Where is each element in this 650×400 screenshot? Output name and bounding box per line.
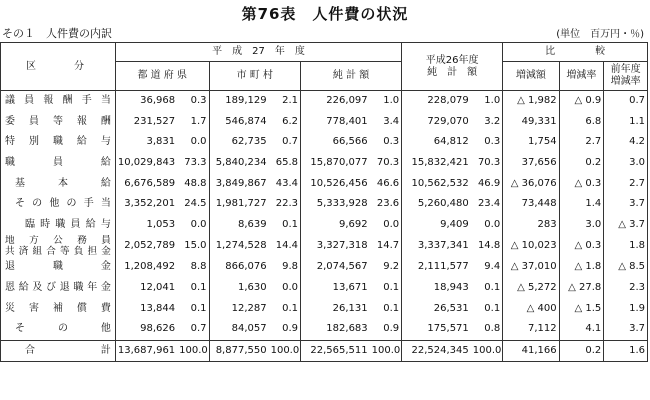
row-label: 退職金 xyxy=(1,257,116,278)
cell-pref: 1,053 xyxy=(146,218,176,230)
cell-pref: 10,029,843 xyxy=(117,157,176,169)
cell-muni-pct: 14.4 xyxy=(269,235,301,257)
cell-prev-rate: △ 3.7 xyxy=(604,215,648,236)
cell-net26-pct: 0.8 xyxy=(471,319,503,340)
cell-prev-rate: 3.7 xyxy=(604,319,648,340)
cell-pref-pct: 15.0 xyxy=(177,235,209,257)
row-label-line1: 地方公務員 xyxy=(5,235,111,247)
cell-muni: 8,877,550 xyxy=(209,340,269,362)
cell-pref-pct: 0.1 xyxy=(177,298,209,319)
cell-pref: 12,041 xyxy=(140,282,176,294)
header-prev-rate-line2: 増減率 xyxy=(610,76,641,87)
cell-net: 66,566 xyxy=(332,136,368,148)
header-prefecture: 都 道 府 県 xyxy=(115,62,209,91)
cell-pref-pct: 24.5 xyxy=(177,194,209,215)
cell-chg: △ 36,076 xyxy=(503,173,559,194)
cell-net26-pct: 46.9 xyxy=(471,173,503,194)
cell-net: 3,327,318 xyxy=(316,240,368,252)
table-row xyxy=(1,319,648,340)
cell-net-pct: 0.1 xyxy=(370,298,402,319)
cell-net26: 2,111,577 xyxy=(417,261,469,273)
cell-net: 9,692 xyxy=(339,218,368,230)
cell-chg: 37,656 xyxy=(503,153,559,174)
table-row xyxy=(1,257,648,278)
cell-net26: 15,832,421 xyxy=(411,157,469,169)
row-label: 議員報酬手当 xyxy=(1,91,116,112)
cell-muni-pct: 0.1 xyxy=(269,215,301,236)
table-row xyxy=(1,194,648,215)
cell-chg: 7,112 xyxy=(503,319,559,340)
cell-prev-rate: 3.7 xyxy=(604,194,648,215)
cell-chg-rate: 0.2 xyxy=(559,340,604,362)
cell-chg: 283 xyxy=(503,215,559,236)
cell-prev-rate: 1.9 xyxy=(604,298,648,319)
cell-muni: 62,735 xyxy=(231,136,267,148)
cell-chg: 41,166 xyxy=(503,340,559,362)
cell-chg: 49,331 xyxy=(503,112,559,133)
cell-net26: 10,562,532 xyxy=(411,177,469,189)
cell-net26: 26,531 xyxy=(433,302,469,314)
cell-chg: △ 5,272 xyxy=(503,278,559,299)
cell-chg: △ 37,010 xyxy=(503,257,559,278)
cell-net26-pct: 0.3 xyxy=(471,132,503,153)
row-label: その他の手当 xyxy=(1,194,116,215)
table-row xyxy=(1,153,648,174)
cell-muni-pct: 6.2 xyxy=(269,112,301,133)
row-label: 委員等報酬 xyxy=(1,112,116,133)
row-label: 基本給 xyxy=(1,173,116,194)
cell-muni: 1,630 xyxy=(237,282,267,294)
cell-net: 778,401 xyxy=(326,115,368,127)
cell-net: 15,870,077 xyxy=(310,157,368,169)
cell-net-pct: 9.2 xyxy=(370,257,402,278)
table-row xyxy=(1,278,648,299)
cell-prev-rate: 1.6 xyxy=(604,340,648,362)
cell-net26-pct: 1.0 xyxy=(471,91,503,112)
header-category: 区 分 xyxy=(1,43,116,91)
cell-net26-pct: 23.4 xyxy=(471,194,503,215)
cell-muni: 84,057 xyxy=(231,323,267,335)
cell-chg-rate: △ 27.8 xyxy=(559,278,604,299)
cell-chg-rate: △ 0.3 xyxy=(559,235,604,257)
cell-chg: 1,754 xyxy=(503,132,559,153)
table-row xyxy=(1,173,648,194)
table-body xyxy=(1,91,648,362)
cell-net26-pct: 0.0 xyxy=(471,215,503,236)
cell-net-pct: 1.0 xyxy=(370,91,402,112)
cell-muni-pct: 0.9 xyxy=(269,319,301,340)
cell-chg: △ 10,023 xyxy=(503,235,559,257)
cell-net: 22,565,511 xyxy=(301,340,370,362)
cell-chg: 73,448 xyxy=(503,194,559,215)
cell-pref: 2,052,789 xyxy=(124,240,176,252)
cell-net26-pct: 9.4 xyxy=(471,257,503,278)
cell-net26-pct: 3.2 xyxy=(471,112,503,133)
cell-chg-rate: △ 0.3 xyxy=(559,173,604,194)
cell-muni-pct: 2.1 xyxy=(269,91,301,112)
header-fy26-line1: 平成26年度 xyxy=(425,54,479,66)
cell-pref-pct: 0.1 xyxy=(177,278,209,299)
cell-net26: 3,337,341 xyxy=(417,240,469,252)
header-municipality: 市 町 村 xyxy=(209,62,300,91)
header-prev-change-rate xyxy=(604,62,648,91)
cell-net26: 18,943 xyxy=(433,282,469,294)
cell-net: 5,333,928 xyxy=(316,198,368,210)
personnel-cost-table xyxy=(0,42,648,362)
row-label: 災害補償費 xyxy=(1,298,116,319)
cell-net-pct: 70.3 xyxy=(370,153,402,174)
cell-chg: △ 1,982 xyxy=(503,91,559,112)
cell-chg-rate: △ 1.5 xyxy=(559,298,604,319)
cell-muni: 12,287 xyxy=(231,302,267,314)
cell-muni-pct: 100.0 xyxy=(269,340,301,362)
cell-muni-pct: 65.8 xyxy=(269,153,301,174)
cell-net-pct: 46.6 xyxy=(370,173,402,194)
cell-net: 26,131 xyxy=(332,302,368,314)
cell-pref-pct: 0.3 xyxy=(177,91,209,112)
table-row xyxy=(1,298,648,319)
cell-prev-rate: 2.7 xyxy=(604,173,648,194)
cell-pref: 98,626 xyxy=(140,323,176,335)
cell-net-pct: 3.4 xyxy=(370,112,402,133)
cell-net26: 9,409 xyxy=(440,218,469,230)
row-label: 特別職給与 xyxy=(1,132,116,153)
cell-pref-pct: 48.8 xyxy=(177,173,209,194)
table-row xyxy=(1,235,648,257)
cell-net: 182,683 xyxy=(326,323,368,335)
row-label: 職員給 xyxy=(1,153,116,174)
row-label-line2: 共済組合等負担金 xyxy=(5,246,111,258)
cell-net: 2,074,567 xyxy=(316,261,368,273)
row-label: 恩給及び退職年金 xyxy=(1,278,116,299)
cell-net: 226,097 xyxy=(326,95,368,107)
header-fy26 xyxy=(402,43,503,91)
cell-prev-rate: 4.2 xyxy=(604,132,648,153)
unit-note: (単位 百万円・％) xyxy=(556,29,644,40)
table-row xyxy=(1,112,648,133)
row-label: 臨時職員給与 xyxy=(1,215,116,236)
cell-chg-rate: 0.2 xyxy=(559,153,604,174)
header-net-total: 純 計 額 xyxy=(301,62,402,91)
cell-chg-rate: 4.1 xyxy=(559,319,604,340)
cell-muni: 1,274,528 xyxy=(215,240,267,252)
cell-chg-rate: △ 1.8 xyxy=(559,257,604,278)
cell-net-pct: 100.0 xyxy=(370,340,402,362)
cell-net26-pct: 100.0 xyxy=(471,340,503,362)
cell-net26: 5,260,480 xyxy=(417,198,469,210)
cell-prev-rate: 1.8 xyxy=(604,235,648,257)
cell-pref: 6,676,589 xyxy=(124,177,176,189)
cell-net26: 729,070 xyxy=(427,115,469,127)
cell-prev-rate: △ 8.5 xyxy=(604,257,648,278)
cell-pref: 13,687,961 xyxy=(115,340,177,362)
cell-net: 10,526,456 xyxy=(310,177,368,189)
cell-pref-pct: 0.7 xyxy=(177,319,209,340)
cell-muni: 8,639 xyxy=(237,218,267,230)
cell-muni-pct: 0.0 xyxy=(269,278,301,299)
cell-muni-pct: 9.8 xyxy=(269,257,301,278)
cell-muni: 3,849,867 xyxy=(215,177,267,189)
cell-pref-pct: 0.0 xyxy=(177,132,209,153)
cell-net26-pct: 14.8 xyxy=(471,235,503,257)
table-title: 第76表 人件費の状況 xyxy=(241,5,409,23)
cell-chg-rate: 3.0 xyxy=(559,215,604,236)
header-change-rate: 増減率 xyxy=(559,62,604,91)
cell-net-pct: 0.3 xyxy=(370,132,402,153)
cell-net26: 228,079 xyxy=(427,95,469,107)
header-comparison: 比 較 xyxy=(503,43,648,62)
cell-prev-rate: 2.3 xyxy=(604,278,648,299)
cell-pref-pct: 73.3 xyxy=(177,153,209,174)
cell-net: 13,671 xyxy=(332,282,368,294)
cell-pref: 13,844 xyxy=(140,302,176,314)
cell-muni: 1,981,727 xyxy=(215,198,267,210)
cell-net-pct: 0.1 xyxy=(370,278,402,299)
cell-muni-pct: 0.7 xyxy=(269,132,301,153)
cell-pref: 3,352,201 xyxy=(124,198,176,210)
cell-chg: △ 400 xyxy=(503,298,559,319)
cell-net-pct: 14.7 xyxy=(370,235,402,257)
cell-muni-pct: 43.4 xyxy=(269,173,301,194)
cell-pref-pct: 8.8 xyxy=(177,257,209,278)
cell-pref: 3,831 xyxy=(146,136,176,148)
header-fy26-line2: 純 計 額 xyxy=(427,66,478,78)
cell-pref: 36,968 xyxy=(140,95,176,107)
cell-chg-rate: △ 0.9 xyxy=(559,91,604,112)
cell-chg-rate: 6.8 xyxy=(559,112,604,133)
cell-prev-rate: 3.0 xyxy=(604,153,648,174)
cell-chg-rate: 2.7 xyxy=(559,132,604,153)
cell-net26: 64,812 xyxy=(433,136,469,148)
row-label xyxy=(1,235,116,257)
cell-muni-pct: 22.3 xyxy=(269,194,301,215)
cell-prev-rate: 0.7 xyxy=(604,91,648,112)
cell-net26-pct: 0.1 xyxy=(471,278,503,299)
cell-pref: 1,208,492 xyxy=(124,261,176,273)
cell-muni: 5,840,234 xyxy=(215,157,267,169)
table-row xyxy=(1,215,648,236)
cell-net26: 22,524,345 xyxy=(402,340,471,362)
cell-muni: 189,129 xyxy=(225,95,267,107)
cell-net-pct: 0.0 xyxy=(370,215,402,236)
cell-net-pct: 0.9 xyxy=(370,319,402,340)
header-fy27: 平 成 27 年 度 xyxy=(115,43,401,62)
cell-chg-rate: 1.4 xyxy=(559,194,604,215)
cell-prev-rate: 1.1 xyxy=(604,112,648,133)
row-label: その他 xyxy=(1,319,116,340)
row-label: 合計 xyxy=(1,340,116,362)
cell-net26-pct: 70.3 xyxy=(471,153,503,174)
cell-muni: 866,076 xyxy=(225,261,267,273)
table-row xyxy=(1,340,648,362)
cell-pref: 231,527 xyxy=(133,115,176,127)
cell-net-pct: 23.6 xyxy=(370,194,402,215)
table-row xyxy=(1,91,648,112)
table-subtitle: その１ 人件費の内訳 xyxy=(2,27,112,40)
cell-muni-pct: 0.1 xyxy=(269,298,301,319)
cell-net26-pct: 0.1 xyxy=(471,298,503,319)
cell-pref-pct: 0.0 xyxy=(177,215,209,236)
header-change-amount: 増減額 xyxy=(503,62,559,91)
header-prev-rate-line1: 前年度 xyxy=(610,64,641,75)
cell-muni: 546,874 xyxy=(225,115,267,127)
table-row xyxy=(1,132,648,153)
cell-net26: 175,571 xyxy=(427,323,469,335)
cell-pref-pct: 1.7 xyxy=(177,112,209,133)
cell-pref-pct: 100.0 xyxy=(177,340,209,362)
